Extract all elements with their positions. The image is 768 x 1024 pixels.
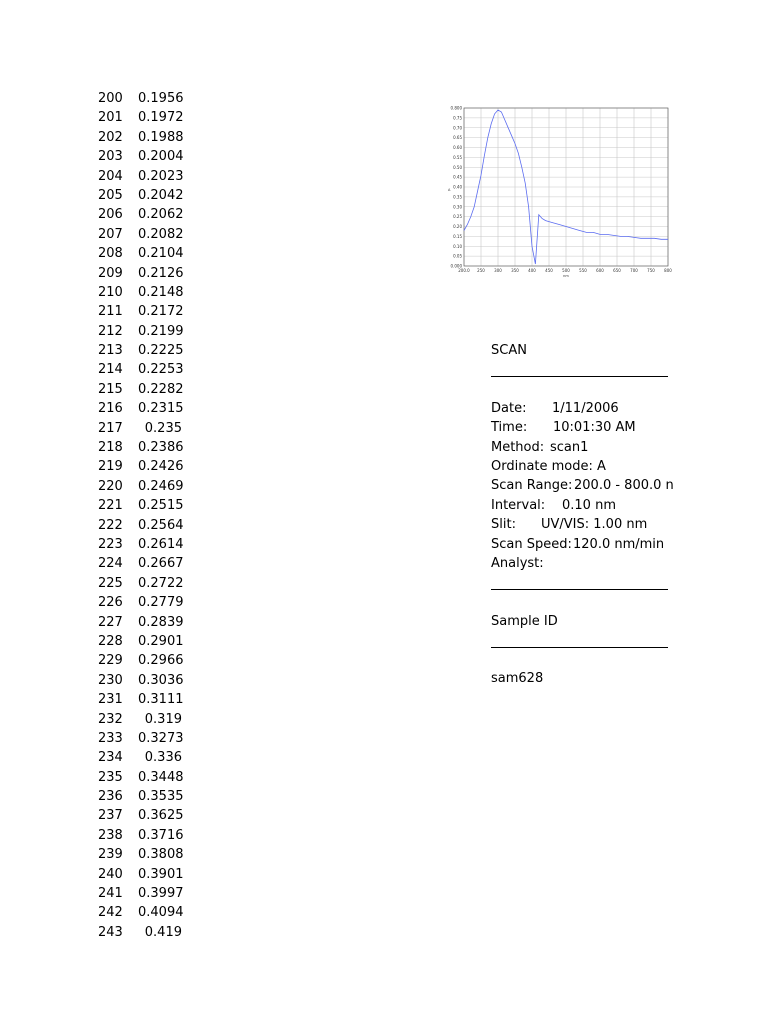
wavelength-cell: 224 (98, 556, 123, 572)
sample-id-value: sam628 (491, 671, 544, 687)
wavelength-cell: 208 (98, 246, 123, 262)
absorbance-cell: 0.2172 (138, 304, 184, 320)
y-tick-label: 0.45 (453, 174, 462, 180)
wavelength-cell: 238 (98, 827, 123, 843)
table-row (98, 225, 198, 244)
wavelength-cell: 233 (98, 730, 123, 746)
wavelength-cell: 242 (98, 905, 123, 921)
wavelength-cell: 221 (98, 498, 123, 514)
wavelength-cell: 211 (98, 304, 123, 320)
absorbance-cell: 0.1988 (138, 129, 184, 145)
analyst-row: Analyst: (491, 555, 544, 571)
table-row (98, 826, 198, 845)
table-row (98, 671, 198, 690)
x-tick-label: 400 (528, 268, 536, 273)
absorbance-cell: 0.2004 (138, 149, 184, 165)
table-row (98, 186, 198, 205)
absorbance-cell: 0.2426 (138, 459, 184, 475)
table-row (98, 322, 198, 341)
wavelength-cell: 218 (98, 440, 123, 456)
table-row (98, 710, 198, 729)
wavelength-cell: 217 (98, 420, 123, 436)
table-row (98, 89, 198, 108)
wavelength-cell: 231 (98, 692, 123, 708)
wavelength-cell: 220 (98, 478, 123, 494)
x-tick-label: 600 (596, 268, 604, 273)
y-tick-label: 0.25 (453, 214, 462, 220)
table-row (98, 748, 198, 767)
table-row (98, 341, 198, 360)
y-axis-label: A (448, 188, 451, 192)
table-row (98, 128, 198, 147)
wavelength-cell: 201 (98, 110, 123, 126)
x-tick-label: 350 (511, 268, 519, 273)
y-tick-label: 0.50 (453, 164, 462, 170)
x-tick-label: 800 (664, 268, 672, 273)
wavelength-cell: 215 (98, 381, 123, 397)
absorbance-cell: 0.2839 (138, 614, 184, 630)
wavelength-cell: 241 (98, 886, 123, 902)
absorbance-cell: 0.3997 (138, 886, 184, 902)
absorbance-cell: 0.2901 (138, 633, 184, 649)
table-row (98, 903, 198, 922)
method-row: Method: scan1 (491, 439, 589, 455)
table-row (98, 923, 198, 942)
absorbance-cell: 0.3111 (138, 692, 184, 708)
x-tick-label: 650 (613, 268, 621, 273)
wavelength-cell: 243 (98, 924, 123, 940)
wavelength-cell: 232 (98, 711, 123, 727)
wavelength-cell: 230 (98, 672, 123, 688)
x-tick-label: 250 (477, 268, 485, 273)
wavelength-cell: 240 (98, 866, 123, 882)
absorbance-cell: 0.3273 (138, 730, 184, 746)
wavelength-cell: 210 (98, 284, 123, 300)
table-row (98, 884, 198, 903)
table-row (98, 865, 198, 884)
wavelength-cell: 223 (98, 536, 123, 552)
absorbance-cell: 0.2148 (138, 284, 184, 300)
table-row (98, 302, 198, 321)
absorbance-cell: 0.235 (144, 420, 182, 436)
absorbance-cell: 0.2966 (138, 653, 184, 669)
table-row (98, 613, 198, 632)
slit-row: Slit: UV/VIS: 1.00 nm (491, 517, 648, 533)
absorbance-cell: 0.3535 (138, 789, 184, 805)
x-tick-label: 200.0 (458, 268, 470, 273)
absorbance-cell: 0.2023 (138, 168, 184, 184)
y-tick-label: 0.75 (453, 115, 462, 121)
wavelength-cell: 213 (98, 343, 123, 359)
y-tick-label: 0.40 (453, 184, 462, 190)
y-tick-label: 0.30 (453, 204, 462, 210)
wavelength-cell: 222 (98, 517, 123, 533)
time-row: Time: 10:01:30 AM (491, 420, 636, 436)
table-row (98, 593, 198, 612)
x-tick-label: 700 (630, 268, 638, 273)
ordinate-row: Ordinate mode: A (491, 458, 606, 474)
absorbance-cell: 0.2225 (138, 343, 184, 359)
wavelength-cell: 204 (98, 168, 123, 184)
table-row (98, 399, 198, 418)
sample-id-label: Sample ID (491, 613, 558, 629)
wavelength-cell: 234 (98, 750, 123, 766)
wavelength-cell: 216 (98, 401, 123, 417)
table-row (98, 244, 198, 263)
data-table (98, 89, 198, 942)
table-row (98, 419, 198, 438)
wavelength-cell: 202 (98, 129, 123, 145)
y-tick-label: 0.70 (453, 125, 462, 131)
y-tick-label: 0.35 (453, 194, 462, 200)
wavelength-cell: 209 (98, 265, 123, 281)
y-tick-label: 0.15 (453, 233, 462, 239)
table-row (98, 438, 198, 457)
table-row (98, 574, 198, 593)
wavelength-cell: 207 (98, 226, 123, 242)
scan-title: SCAN (491, 343, 527, 358)
absorbance-cell: 0.2469 (138, 478, 184, 494)
x-tick-label: 300 (494, 268, 502, 273)
y-tick-label: 0.800 (450, 105, 462, 111)
absorbance-cell: 0.4094 (138, 905, 184, 921)
absorbance-cell: 0.419 (144, 924, 182, 940)
x-tick-label: 750 (647, 268, 655, 273)
wavelength-cell: 205 (98, 187, 123, 203)
absorbance-cell: 0.2199 (138, 323, 184, 339)
y-tick-label: 0.65 (453, 135, 462, 141)
table-row (98, 535, 198, 554)
y-tick-label: 0.10 (453, 243, 462, 249)
wavelength-cell: 206 (98, 207, 123, 223)
table-row (98, 167, 198, 186)
table-row (98, 360, 198, 379)
absorbance-cell: 0.2667 (138, 556, 184, 572)
table-row (98, 690, 198, 709)
x-axis-label: nm (563, 274, 569, 278)
x-tick-label: 500 (562, 268, 570, 273)
absorbance-cell: 0.2253 (138, 362, 184, 378)
absorbance-cell: 0.2042 (138, 187, 184, 203)
wavelength-cell: 203 (98, 149, 123, 165)
table-row (98, 108, 198, 127)
absorbance-chart (446, 104, 672, 284)
wavelength-cell: 214 (98, 362, 123, 378)
wavelength-cell: 212 (98, 323, 123, 339)
table-row (98, 283, 198, 302)
absorbance-cell: 0.2315 (138, 401, 184, 417)
wavelength-cell: 227 (98, 614, 123, 630)
absorbance-cell: 0.319 (144, 711, 182, 727)
scan-range-row: Scan Range: 200.0 - 800.0 n (491, 478, 674, 494)
scan-info-panel (491, 341, 674, 689)
absorbance-cell: 0.2126 (138, 265, 184, 281)
wavelength-cell: 225 (98, 575, 123, 591)
wavelength-cell: 236 (98, 789, 123, 805)
wavelength-cell: 237 (98, 808, 123, 824)
absorbance-cell: 0.2515 (138, 498, 184, 514)
absorbance-cell: 0.2386 (138, 440, 184, 456)
table-row (98, 787, 198, 806)
x-tick-label: 550 (579, 268, 587, 273)
wavelength-cell: 228 (98, 633, 123, 649)
x-tick-label: 450 (545, 268, 553, 273)
absorbance-cell: 0.2614 (138, 536, 184, 552)
table-row (98, 496, 198, 515)
scan-speed-row: Scan Speed: 120.0 nm/min (491, 536, 665, 552)
table-row (98, 264, 198, 283)
absorbance-cell: 0.2104 (138, 246, 184, 262)
absorbance-cell: 0.2779 (138, 595, 184, 611)
wavelength-cell: 229 (98, 653, 123, 669)
wavelength-cell: 239 (98, 847, 123, 863)
wavelength-cell: 226 (98, 595, 123, 611)
table-row (98, 651, 198, 670)
table-row (98, 845, 198, 864)
table-row (98, 457, 198, 476)
y-tick-label: 0.000 (450, 263, 462, 269)
y-tick-label: 0.60 (453, 145, 462, 150)
table-row (98, 477, 198, 496)
wavelength-cell: 235 (98, 769, 123, 785)
absorbance-cell: 0.3036 (138, 672, 184, 688)
absorbance-cell: 0.1956 (138, 91, 184, 106)
table-row (98, 768, 198, 787)
table-row (98, 806, 198, 825)
absorbance-cell: 0.2722 (138, 575, 184, 591)
absorbance-cell: 0.3808 (138, 847, 184, 863)
table-row (98, 554, 198, 573)
absorbance-cell: 0.2082 (138, 226, 184, 242)
date-row: Date: 1/11/2006 (491, 400, 619, 416)
interval-row: Interval: 0.10 nm (491, 497, 616, 513)
table-row (98, 205, 198, 224)
absorbance-cell: 0.3625 (138, 808, 184, 824)
table-row (98, 516, 198, 535)
absorbance-cell: 0.1972 (138, 110, 184, 126)
table-row (98, 632, 198, 651)
absorbance-cell: 0.3448 (138, 769, 184, 785)
absorbance-cell: 0.336 (144, 750, 182, 766)
y-tick-label: 0.05 (453, 253, 462, 259)
y-tick-label: 0.55 (453, 154, 462, 160)
table-row (98, 729, 198, 748)
y-tick-label: 0.20 (453, 224, 462, 229)
absorbance-cell: 0.2282 (138, 381, 184, 397)
absorbance-cell: 0.2564 (138, 517, 184, 533)
table-row (98, 380, 198, 399)
wavelength-cell: 200 (98, 91, 123, 106)
absorbance-cell: 0.2062 (138, 207, 184, 223)
table-row (98, 147, 198, 166)
absorbance-cell: 0.3716 (138, 827, 184, 843)
wavelength-cell: 219 (98, 459, 123, 475)
absorbance-cell: 0.3901 (138, 866, 184, 882)
